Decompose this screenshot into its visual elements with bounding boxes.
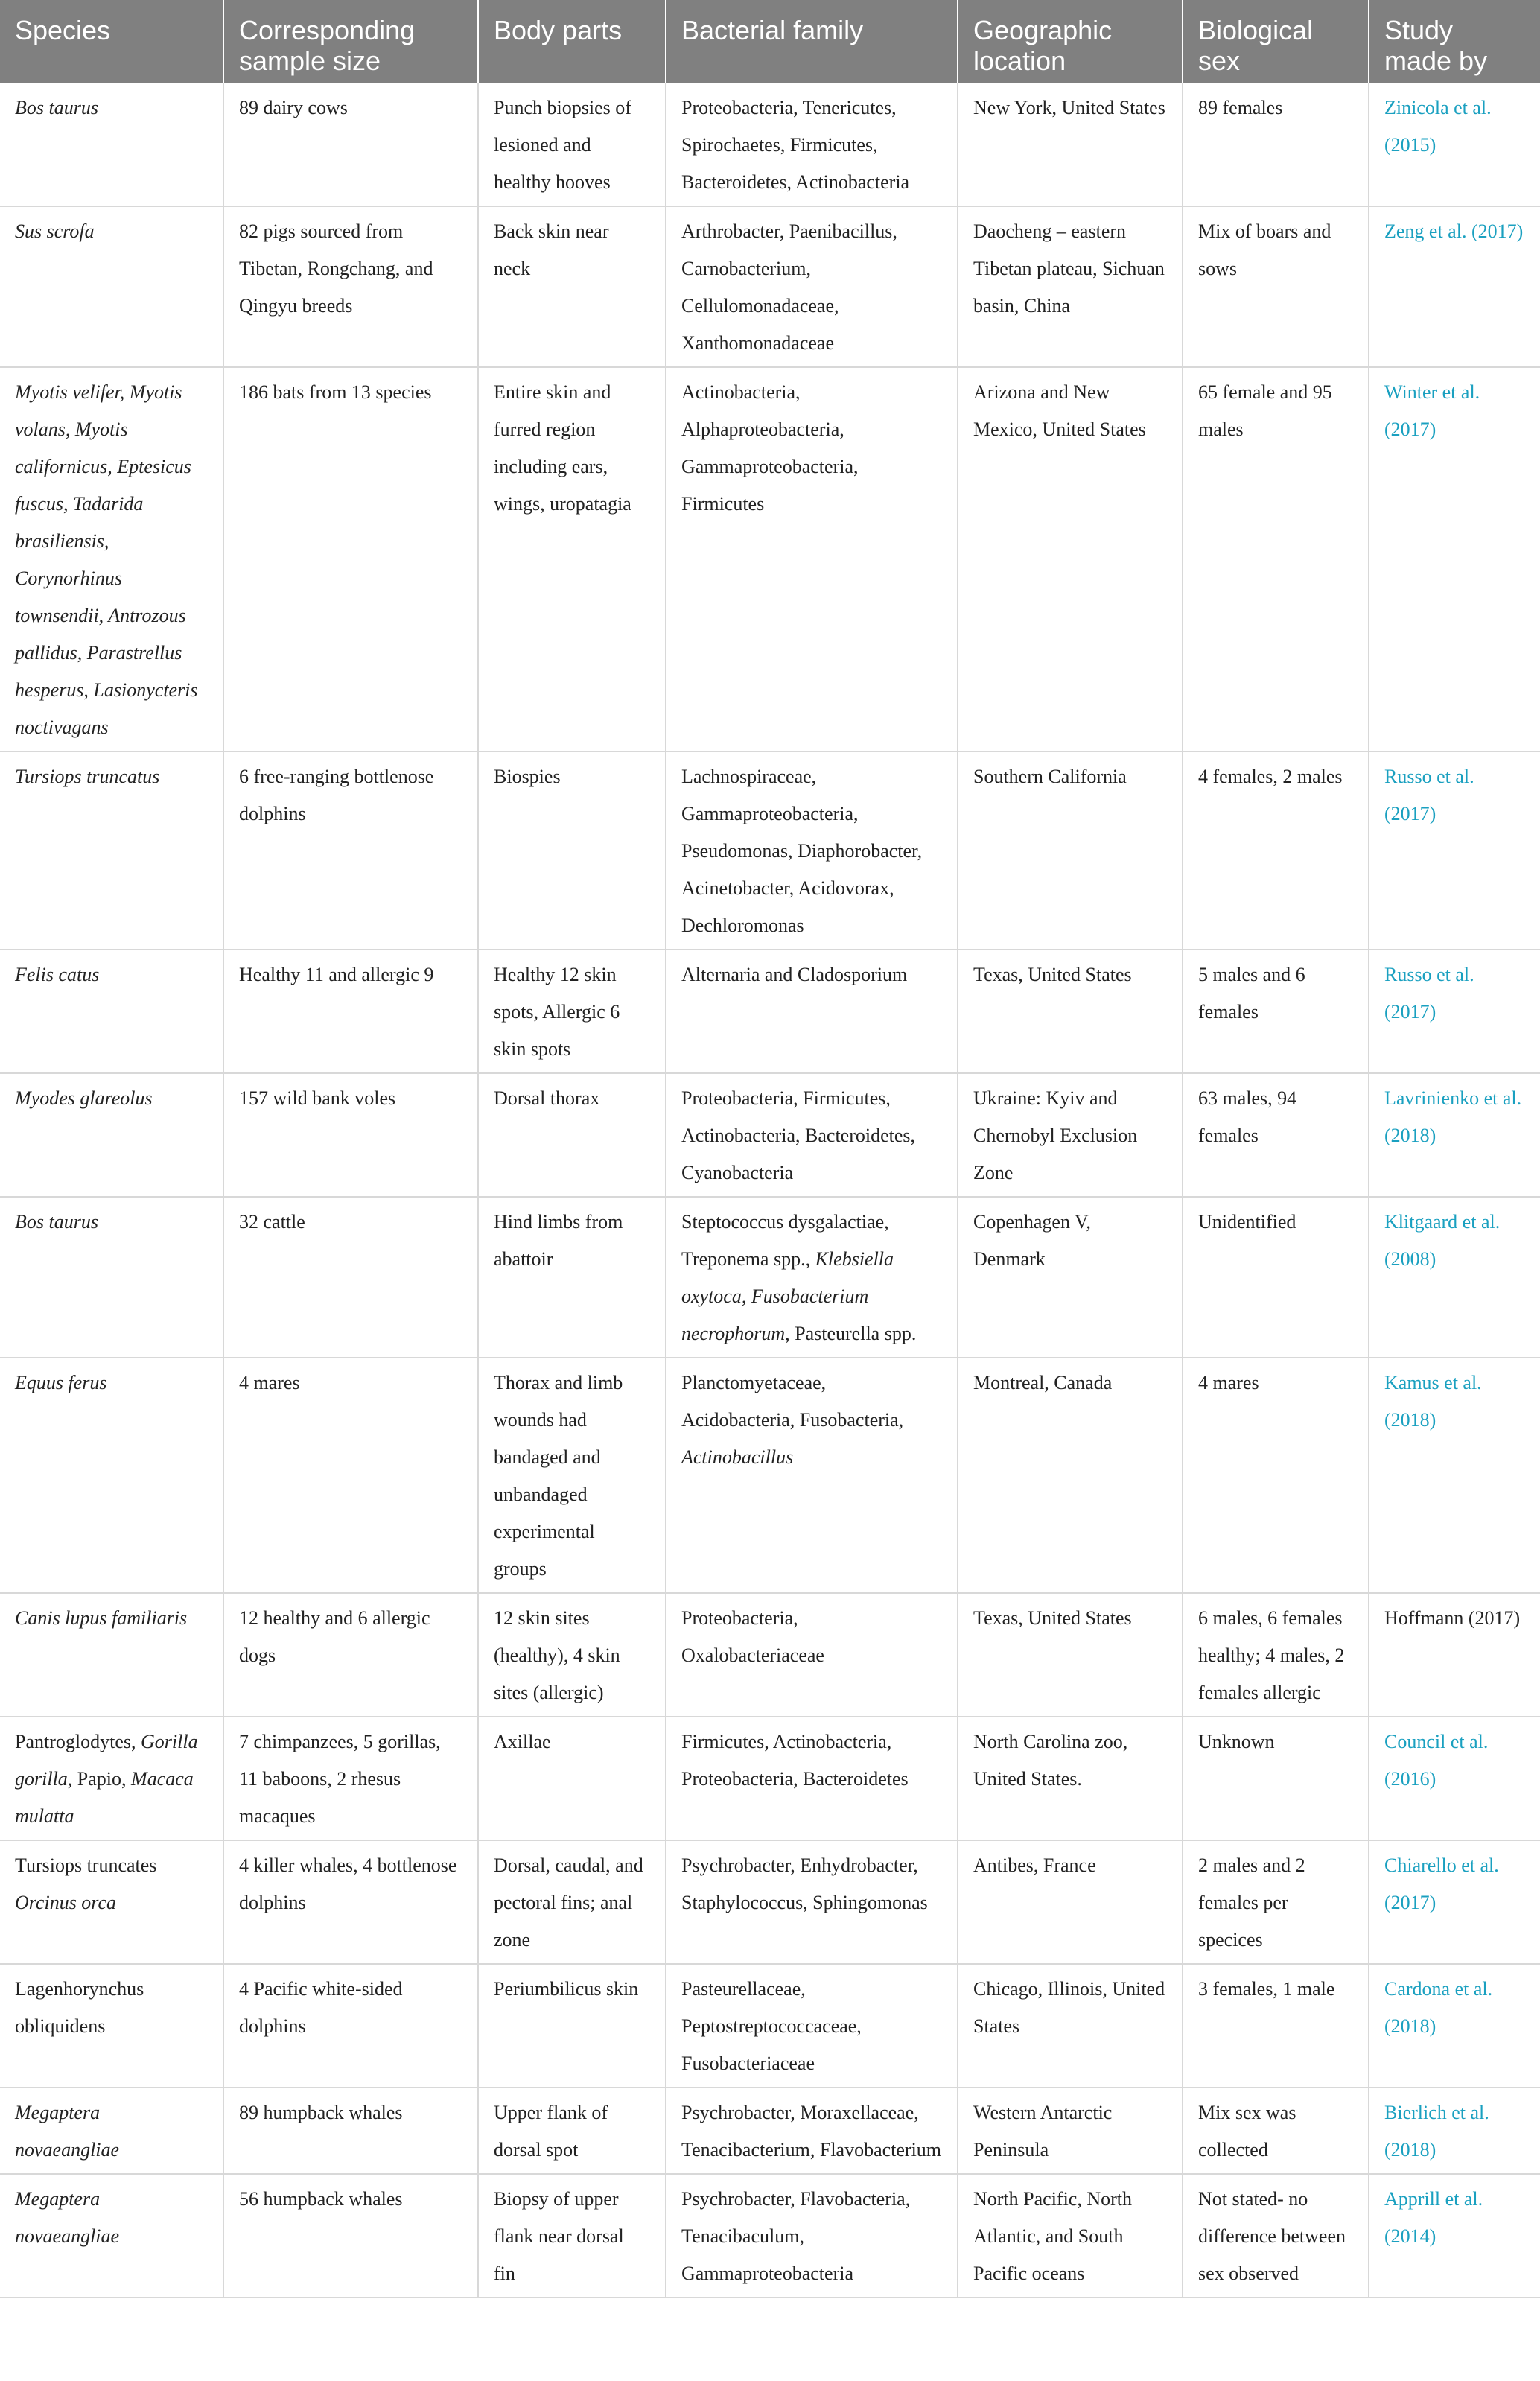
text-segment: Equus ferus <box>15 1372 107 1393</box>
cell-species <box>0 206 223 367</box>
cell-biological-sex: Mix sex was collected <box>1183 2088 1369 2174</box>
table-row <box>0 1358 1540 1593</box>
study-link[interactable]: Zinicola et al. (2015) <box>1384 97 1492 156</box>
cell-study <box>1369 1358 1540 1593</box>
study-link[interactable]: Klitgaard et al. (2008) <box>1384 1211 1501 1270</box>
text-segment: Felis catus <box>15 964 100 985</box>
text-segment: Lachnospiraceae, Gammaproteobacteria, Pseudomonas, Diaphorobacter, Acinetobacter, Acidovorax, Dechloromonas <box>681 766 923 936</box>
cell-species <box>0 2088 223 2174</box>
cell-sample-size: 4 mares <box>223 1358 478 1593</box>
cell-bacterial-family <box>666 2174 958 2298</box>
study-link[interactable]: Russo et al. (2017) <box>1384 964 1474 1023</box>
cell-body-parts: Biospies <box>478 751 666 950</box>
cell-study <box>1369 1593 1540 1717</box>
cell-body-parts: Thorax and limb wounds had bandaged and unbandaged experimental groups <box>478 1358 666 1593</box>
text-segment: Myotis velifer, Myotis volans, Myotis californicus, Eptesicus fuscus, Tadarida brasiliensis, Corynorhinus townsendii, Antrozous pallidus, Parastrellus hesperus, Lasionycteris noctivagans <box>15 381 198 738</box>
header-body-parts: Body parts <box>478 0 666 83</box>
cell-geographic-location: North Carolina zoo, United States. <box>958 1717 1183 1840</box>
cell-bacterial-family <box>666 1717 958 1840</box>
header-geographic-location: Geographic location <box>958 0 1183 83</box>
cell-body-parts: Healthy 12 skin spots, Allergic 6 skin spots <box>478 950 666 1073</box>
cell-body-parts: Hind limbs from abattoir <box>478 1197 666 1358</box>
cell-body-parts: Upper flank of dorsal spot <box>478 2088 666 2174</box>
cell-bacterial-family <box>666 751 958 950</box>
cell-species <box>0 1073 223 1197</box>
cell-bacterial-family <box>666 367 958 751</box>
text-segment: Pantroglodytes, <box>15 1731 141 1752</box>
cell-geographic-location: Texas, United States <box>958 1593 1183 1717</box>
cell-sample-size: 89 humpback whales <box>223 2088 478 2174</box>
study-text: Hoffmann (2017) <box>1384 1607 1521 1629</box>
cell-body-parts: Entire skin and furred region including ears, wings, uropatagia <box>478 367 666 751</box>
study-link[interactable]: Zeng et al. (2017) <box>1384 220 1524 242</box>
cell-species <box>0 1197 223 1358</box>
text-segment: Firmicutes, Actinobacteria, Proteobacteria, Bacteroidetes <box>681 1731 909 1790</box>
header-species: Species <box>0 0 223 83</box>
cell-geographic-location: Daocheng – eastern Tibetan plateau, Sichuan basin, China <box>958 206 1183 367</box>
cell-study <box>1369 1197 1540 1358</box>
cell-species <box>0 1593 223 1717</box>
cell-sample-size: 89 dairy cows <box>223 83 478 206</box>
text-segment: Bos taurus <box>15 1211 98 1233</box>
cell-geographic-location: New York, United States <box>958 83 1183 206</box>
cell-bacterial-family <box>666 1840 958 1964</box>
table-row <box>0 2088 1540 2174</box>
cell-geographic-location: Montreal, Canada <box>958 1358 1183 1593</box>
cell-biological-sex: 65 female and 95 males <box>1183 367 1369 751</box>
cell-body-parts: Biopsy of upper flank near dorsal fin <box>478 2174 666 2298</box>
text-segment: Actinobacillus <box>681 1446 794 1468</box>
cell-bacterial-family <box>666 2088 958 2174</box>
study-link[interactable]: Apprill et al. (2014) <box>1384 2188 1483 2247</box>
text-segment: Steptococcus dysgalactiae, Treponema spp., <box>681 1211 889 1270</box>
cell-geographic-location: Western Antarctic Peninsula <box>958 2088 1183 2174</box>
cell-study <box>1369 1840 1540 1964</box>
study-link[interactable]: Winter et al. (2017) <box>1384 381 1480 440</box>
cell-biological-sex: Mix of boars and sows <box>1183 206 1369 367</box>
cell-biological-sex: Not stated- no difference between sex observed <box>1183 2174 1369 2298</box>
cell-geographic-location: Copenhagen V, Denmark <box>958 1197 1183 1358</box>
cell-sample-size: 6 free-ranging bottlenose dolphins <box>223 751 478 950</box>
text-segment: Psychrobacter, Enhydrobacter, Staphylococcus, Sphingomonas <box>681 1854 928 1913</box>
text-segment: Gorilla gorilla <box>15 1731 198 1790</box>
cell-body-parts: Periumbilicus skin <box>478 1964 666 2088</box>
cell-geographic-location: Texas, United States <box>958 950 1183 1073</box>
table-body <box>0 83 1540 2298</box>
table-row <box>0 1717 1540 1840</box>
text-segment: Orcinus orca <box>15 1892 117 1913</box>
cell-body-parts: Axillae <box>478 1717 666 1840</box>
cell-biological-sex: 89 females <box>1183 83 1369 206</box>
cell-sample-size: 157 wild bank voles <box>223 1073 478 1197</box>
cell-biological-sex: 63 males, 94 females <box>1183 1073 1369 1197</box>
text-segment: Alternaria and Cladosporium <box>681 964 908 985</box>
cell-study <box>1369 2174 1540 2298</box>
cell-sample-size: 56 humpback whales <box>223 2174 478 2298</box>
cell-sample-size: 4 Pacific white-sided dolphins <box>223 1964 478 2088</box>
text-segment: Tursiops truncates <box>15 1854 157 1876</box>
table-row <box>0 367 1540 751</box>
study-link[interactable]: Bierlich et al. (2018) <box>1384 2102 1489 2161</box>
text-segment: Planctomyetaceae, Acidobacteria, Fusobacteria, <box>681 1372 904 1431</box>
study-link[interactable]: Cardona et al. (2018) <box>1384 1978 1493 2037</box>
text-segment: Lagenhorynchus obliquidens <box>15 1978 144 2037</box>
cell-sample-size: 4 killer whales, 4 bottlenose dolphins <box>223 1840 478 1964</box>
text-segment: Proteobacteria, Tenericutes, Spirochaetes, Firmicutes, Bacteroidetes, Actinobacteria <box>681 97 910 193</box>
study-link[interactable]: Chiarello et al. (2017) <box>1384 1854 1499 1913</box>
cell-geographic-location: North Pacific, North Atlantic, and South Pacific oceans <box>958 2174 1183 2298</box>
header-sample-size: Corresponding sample size <box>223 0 478 83</box>
table-row <box>0 1197 1540 1358</box>
table-row <box>0 2174 1540 2298</box>
table-row <box>0 950 1540 1073</box>
cell-bacterial-family <box>666 1964 958 2088</box>
text-segment: Psychrobacter, Moraxellaceae, Tenacibacterium, Flavobacterium <box>681 2102 942 2161</box>
text-segment: Pasteurellaceae, Peptostreptococcaceae, Fusobacteriaceae <box>681 1978 862 2074</box>
cell-species <box>0 83 223 206</box>
header-study: Study made by <box>1369 0 1540 83</box>
cell-study <box>1369 950 1540 1073</box>
table-row <box>0 1964 1540 2088</box>
text-segment: Proteobacteria, Oxalobacteriaceae <box>681 1607 824 1666</box>
cell-geographic-location: Arizona and New Mexico, United States <box>958 367 1183 751</box>
text-segment: Psychrobacter, Flavobacteria, Tenacibaculum, Gammaproteobacteria <box>681 2188 911 2284</box>
cell-bacterial-family <box>666 950 958 1073</box>
study-link[interactable]: Lavrinienko et al. (2018) <box>1384 1087 1522 1146</box>
cell-sample-size: 7 chimpanzees, 5 gorillas, 11 baboons, 2 rhesus macaques <box>223 1717 478 1840</box>
text-segment: Canis lupus familiaris <box>15 1607 188 1629</box>
cell-study <box>1369 2088 1540 2174</box>
cell-bacterial-family <box>666 206 958 367</box>
cell-biological-sex: Unidentified <box>1183 1197 1369 1358</box>
table-row <box>0 751 1540 950</box>
cell-species <box>0 1717 223 1840</box>
cell-bacterial-family <box>666 83 958 206</box>
text-segment: Megaptera novaeangliae <box>15 2188 120 2247</box>
cell-geographic-location: Chicago, Illinois, United States <box>958 1964 1183 2088</box>
study-link[interactable]: Council et al. (2016) <box>1384 1731 1489 1790</box>
text-segment: Actinobacteria, Alphaproteobacteria, Gammaproteobacteria, Firmicutes <box>681 381 859 515</box>
cell-study <box>1369 1717 1540 1840</box>
cell-body-parts: Back skin near neck <box>478 206 666 367</box>
text-segment: Macaca mulatta <box>15 1768 194 1827</box>
text-segment: , Pasteurella spp. <box>785 1323 917 1344</box>
cell-species <box>0 1964 223 2088</box>
cell-biological-sex: 5 males and 6 females <box>1183 950 1369 1073</box>
cell-bacterial-family <box>666 1073 958 1197</box>
text-segment: Megaptera novaeangliae <box>15 2102 120 2161</box>
table-row <box>0 1593 1540 1717</box>
cell-species <box>0 751 223 950</box>
text-segment: Klebsiella oxytoca, Fusobacterium necrophorum <box>681 1248 894 1344</box>
cell-sample-size: 186 bats from 13 species <box>223 367 478 751</box>
text-segment: Bos taurus <box>15 97 98 118</box>
text-segment: Tursiops truncatus <box>15 766 160 787</box>
cell-biological-sex: 4 females, 2 males <box>1183 751 1369 950</box>
table-row <box>0 1073 1540 1197</box>
cell-sample-size: 12 healthy and 6 allergic dogs <box>223 1593 478 1717</box>
table-row <box>0 206 1540 367</box>
cell-body-parts: 12 skin sites (healthy), 4 skin sites (allergic) <box>478 1593 666 1717</box>
cell-bacterial-family <box>666 1358 958 1593</box>
text-segment: Arthrobacter, Paenibacillus, Carnobacterium, Cellulomonadaceae, Xanthomonadaceae <box>681 220 897 354</box>
cell-species <box>0 367 223 751</box>
cell-body-parts: Punch biopsies of lesioned and healthy hooves <box>478 83 666 206</box>
text-segment: Sus scrofa <box>15 220 95 242</box>
cell-geographic-location: Ukraine: Kyiv and Chernobyl Exclusion Zone <box>958 1073 1183 1197</box>
header-row <box>0 0 1540 83</box>
study-link[interactable]: Kamus et al. (2018) <box>1384 1372 1482 1431</box>
cell-body-parts: Dorsal thorax <box>478 1073 666 1197</box>
cell-study <box>1369 206 1540 367</box>
cell-sample-size: 32 cattle <box>223 1197 478 1358</box>
cell-species <box>0 950 223 1073</box>
cell-biological-sex: 4 mares <box>1183 1358 1369 1593</box>
cell-biological-sex: 6 males, 6 females healthy; 4 males, 2 females allergic <box>1183 1593 1369 1717</box>
header-biological-sex: Biological sex <box>1183 0 1369 83</box>
table-row <box>0 83 1540 206</box>
cell-biological-sex: 2 males and 2 females per specices <box>1183 1840 1369 1964</box>
cell-species <box>0 1840 223 1964</box>
cell-sample-size: 82 pigs sourced from Tibetan, Rongchang, and Qingyu breeds <box>223 206 478 367</box>
cell-geographic-location: Southern California <box>958 751 1183 950</box>
cell-species <box>0 2174 223 2298</box>
cell-biological-sex: Unknown <box>1183 1717 1369 1840</box>
cell-biological-sex: 3 females, 1 male <box>1183 1964 1369 2088</box>
cell-study <box>1369 1073 1540 1197</box>
cell-bacterial-family <box>666 1593 958 1717</box>
cell-bacterial-family <box>666 1197 958 1358</box>
cell-body-parts: Dorsal, caudal, and pectoral fins; anal zone <box>478 1840 666 1964</box>
cell-sample-size: Healthy 11 and allergic 9 <box>223 950 478 1073</box>
cell-species <box>0 1358 223 1593</box>
text-segment: Proteobacteria, Firmicutes, Actinobacteria, Bacteroidetes, Cyanobacteria <box>681 1087 916 1183</box>
cell-geographic-location: Antibes, France <box>958 1840 1183 1964</box>
cell-study <box>1369 1964 1540 2088</box>
cell-study <box>1369 367 1540 751</box>
table-row <box>0 1840 1540 1964</box>
study-link[interactable]: Russo et al. (2017) <box>1384 766 1474 824</box>
text-segment: Myodes glareolus <box>15 1087 153 1109</box>
cell-study <box>1369 83 1540 206</box>
text-segment: , Papio, <box>67 1768 132 1790</box>
cell-study <box>1369 751 1540 950</box>
header-bacterial-family: Bacterial family <box>666 0 958 83</box>
